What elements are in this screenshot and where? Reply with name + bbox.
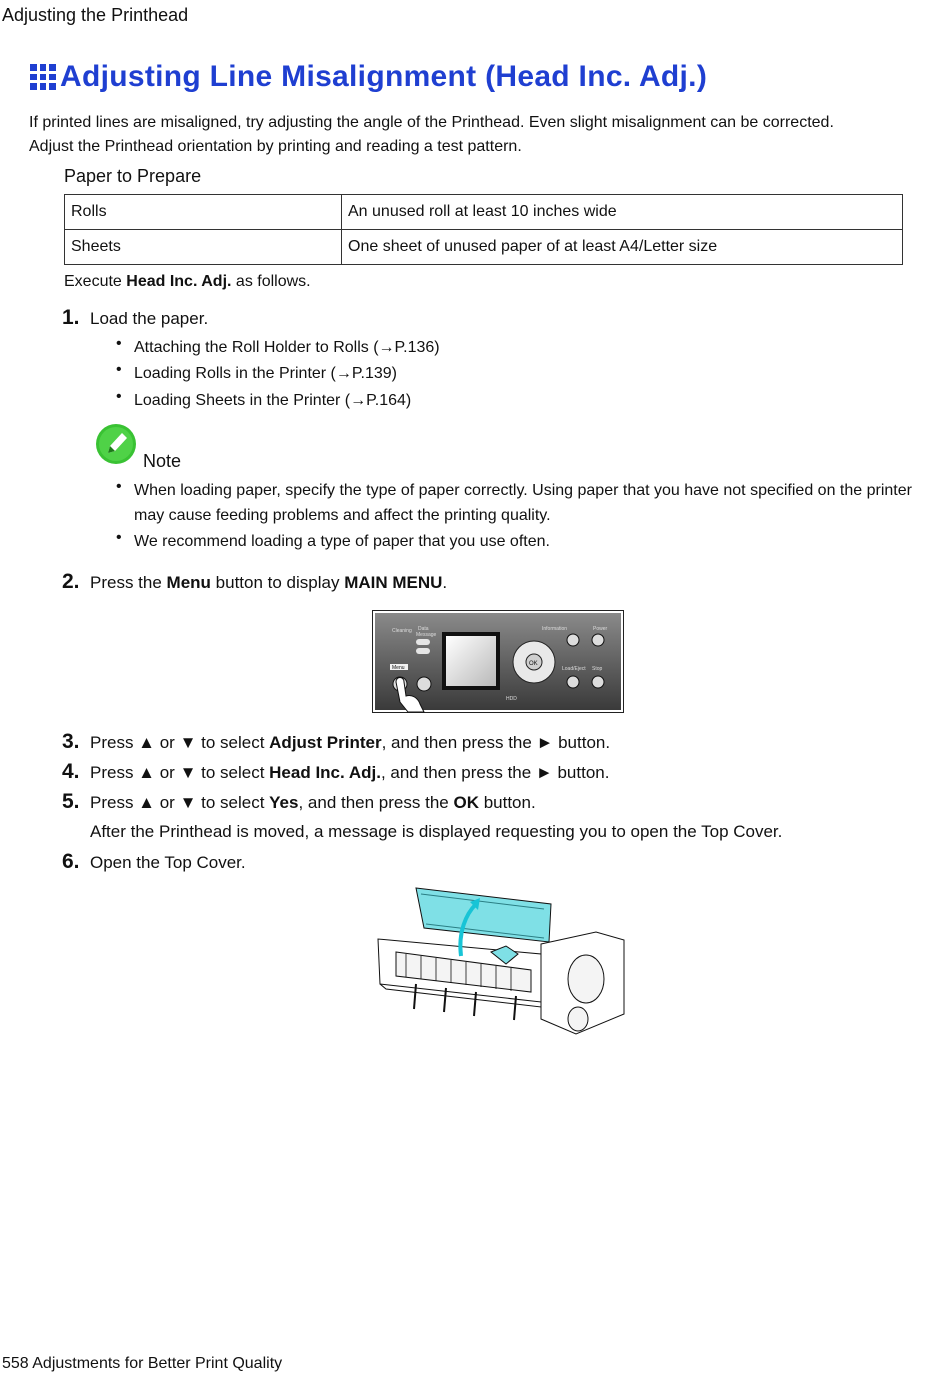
bullet-icon: • xyxy=(116,361,122,378)
step-number: 1. xyxy=(62,306,80,329)
step-1 xyxy=(62,306,208,330)
step-5 xyxy=(62,790,536,814)
svg-text:Menu: Menu xyxy=(392,665,405,671)
step-text: Open the Top Cover. xyxy=(90,853,246,872)
grid-icon xyxy=(30,64,56,90)
step-text: Press ▲ or ▼ to select Head Inc. Adj., and then press the ► button. xyxy=(90,763,610,782)
step-4 xyxy=(62,760,609,784)
execute-line xyxy=(64,273,311,291)
step-6 xyxy=(62,850,246,874)
running-header: Adjusting the Printhead xyxy=(2,5,189,25)
bullet-icon: • xyxy=(116,529,122,546)
svg-text:Message: Message xyxy=(416,632,437,638)
page-title: Adjusting Line Misalignment (Head Inc. Adj.) xyxy=(60,60,708,93)
list-item[interactable] xyxy=(116,361,914,386)
svg-text:Information: Information xyxy=(542,626,568,632)
note-text: When loading paper, specify the type of paper correctly. Using paper that you have not specified on the printer may cause feeding problems and affect the printing quality. xyxy=(134,482,912,524)
paper-table xyxy=(64,194,903,265)
table-cell-type: Rolls xyxy=(65,195,342,230)
page-footer: 558 Adjustments for Better Print Quality xyxy=(2,1355,283,1372)
step-text: Press the Menu button to display MAIN MENU. xyxy=(90,573,448,592)
intro-line-2: Adjust the Printhead orientation by printing and reading a test pattern. xyxy=(29,138,522,155)
printer-top-cover-illustration xyxy=(366,884,628,1040)
link-text[interactable]: Loading Rolls in the Printer (→P.139) xyxy=(134,365,397,382)
table-cell-desc: An unused roll at least 10 inches wide xyxy=(342,195,903,230)
svg-text:OK: OK xyxy=(529,661,538,667)
link-text[interactable]: Loading Sheets in the Printer (→P.164) xyxy=(134,392,412,409)
step-number: 6. xyxy=(62,850,80,873)
svg-text:Load/Eject: Load/Eject xyxy=(562,666,586,672)
execute-pre: Execute xyxy=(64,273,127,290)
table-row xyxy=(65,195,903,230)
svg-text:Cleaning: Cleaning xyxy=(392,628,412,634)
execute-bold: Head Inc. Adj. xyxy=(126,273,232,290)
bullet-icon: • xyxy=(116,478,122,495)
list-item[interactable] xyxy=(116,388,914,413)
control-panel-illustration xyxy=(372,610,624,713)
bullet-icon: • xyxy=(116,335,122,352)
svg-text:Stop: Stop xyxy=(592,666,603,672)
step-number: 3. xyxy=(62,730,80,753)
step-number: 4. xyxy=(62,760,80,783)
step-2 xyxy=(62,570,447,594)
svg-text:Data: Data xyxy=(418,626,429,632)
paper-to-prepare-heading: Paper to Prepare xyxy=(64,166,202,186)
svg-text:HDD: HDD xyxy=(506,696,517,702)
bullet-icon: • xyxy=(116,388,122,405)
table-cell-desc: One sheet of unused paper of at least A4/Letter size xyxy=(342,230,903,265)
execute-post: as follows. xyxy=(231,273,311,290)
note-label: Note xyxy=(143,451,182,471)
intro-line-1: If printed lines are misaligned, try adjusting the angle of the Printhead. Even slight misalignment can be corrected. xyxy=(29,114,834,131)
svg-text:Power: Power xyxy=(593,626,608,632)
step-text: Press ▲ or ▼ to select Adjust Printer, and then press the ► button. xyxy=(90,733,611,752)
step-text: Press ▲ or ▼ to select Yes, and then press the OK button. xyxy=(90,793,536,812)
table-cell-type: Sheets xyxy=(65,230,342,265)
step-number: 5. xyxy=(62,790,80,813)
list-item xyxy=(116,478,914,528)
step-5-detail: After the Printhead is moved, a message is displayed requesting you to open the Top Cover. xyxy=(90,822,783,841)
title-row xyxy=(30,60,707,94)
list-item xyxy=(116,529,914,554)
note-text: We recommend loading a type of paper that you use often. xyxy=(134,533,550,550)
step-number: 2. xyxy=(62,570,80,593)
step-3 xyxy=(62,730,610,754)
step-text: Load the paper. xyxy=(90,309,209,328)
list-item[interactable] xyxy=(116,335,914,360)
table-row xyxy=(65,230,903,265)
note-pencil-icon xyxy=(95,423,137,465)
link-text[interactable]: Attaching the Roll Holder to Rolls (→P.136) xyxy=(134,339,440,356)
